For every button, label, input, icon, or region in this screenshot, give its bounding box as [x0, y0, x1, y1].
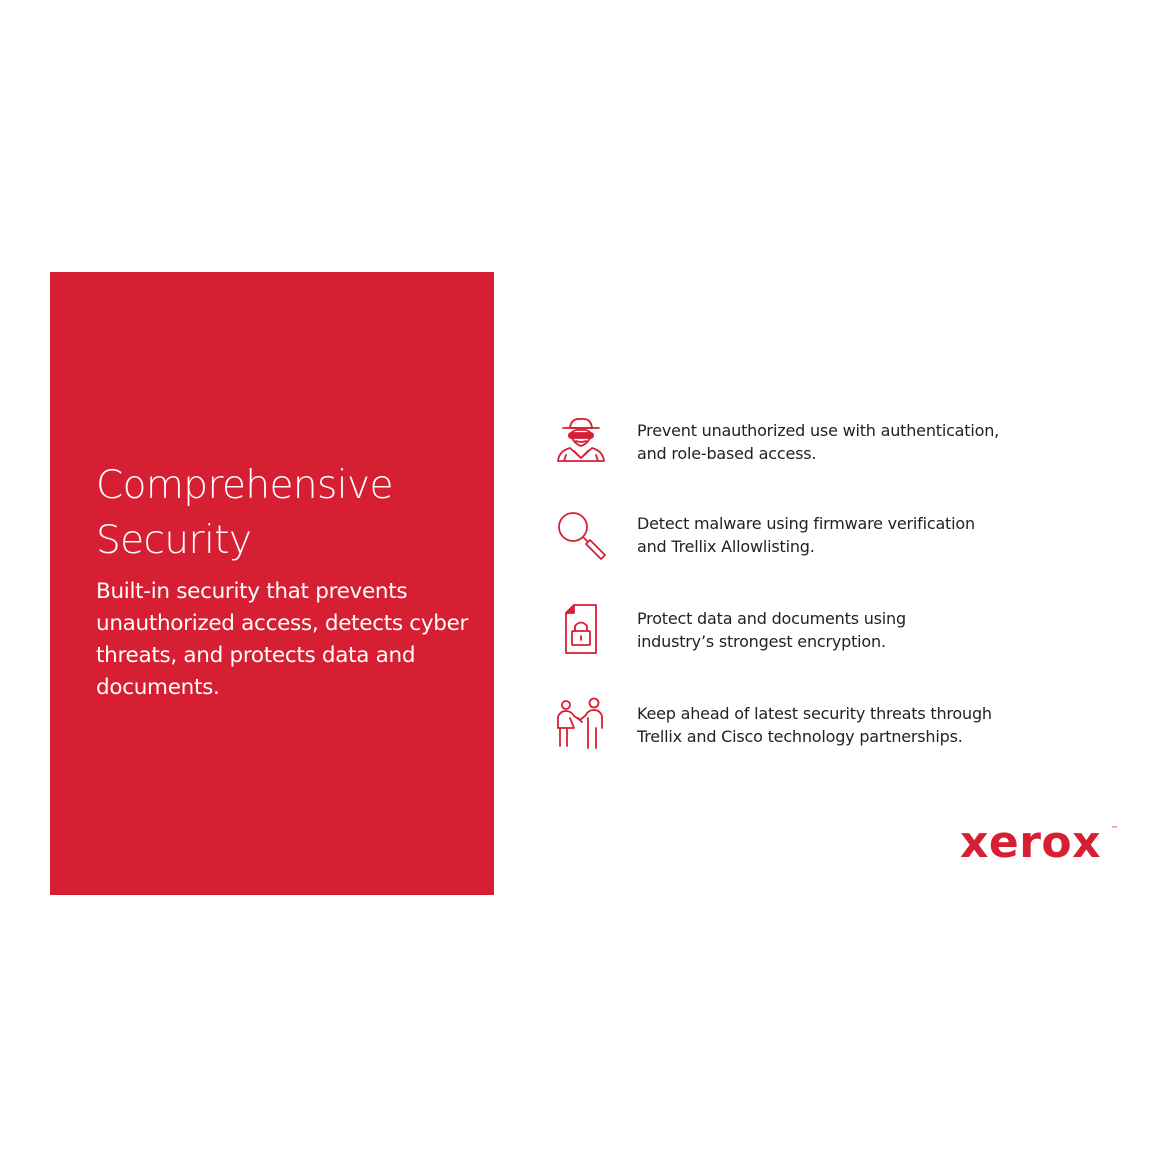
feature-line-2: industry’s strongest encryption.	[637, 632, 886, 651]
feature-item-authentication	[552, 419, 1112, 479]
feature-line-2: Trellix and Cisco technology partnerships.	[637, 727, 963, 746]
feature-item-malware	[552, 512, 1112, 572]
trademark-mark: ™	[1111, 825, 1118, 833]
headline-line-2: Security	[96, 518, 252, 563]
red-feature-panel	[50, 272, 494, 895]
feature-item-encryption	[552, 607, 1112, 667]
feature-text	[637, 419, 1057, 465]
partnership-people-icon	[552, 696, 610, 754]
feature-text	[637, 512, 1057, 558]
feature-list	[552, 0, 1112, 1168]
headline	[96, 458, 476, 568]
feature-line-2: and Trellix Allowlisting.	[637, 537, 815, 556]
feature-text	[637, 702, 1057, 748]
magnifier-icon	[552, 506, 610, 564]
headline-line-1: Comprehensive	[96, 463, 393, 508]
logo-wordmark: xerox	[960, 817, 1102, 868]
incognito-person-icon	[552, 413, 610, 471]
feature-text	[637, 607, 1057, 653]
feature-line-2: and role-based access.	[637, 444, 817, 463]
xerox-logo	[960, 818, 1130, 878]
feature-line-1: Detect malware using firmware verification	[637, 514, 975, 533]
feature-line-1: Prevent unauthorized use with authentication,	[637, 421, 1000, 440]
feature-line-1: Keep ahead of latest security threats through	[637, 704, 992, 723]
locked-document-icon	[552, 601, 610, 659]
feature-line-1: Protect data and documents using	[637, 609, 906, 628]
subhead: Built-in security that prevents unauthorized access, detects cyber threats, and protects data and documents.	[96, 579, 469, 700]
feature-item-partnerships	[552, 702, 1112, 762]
